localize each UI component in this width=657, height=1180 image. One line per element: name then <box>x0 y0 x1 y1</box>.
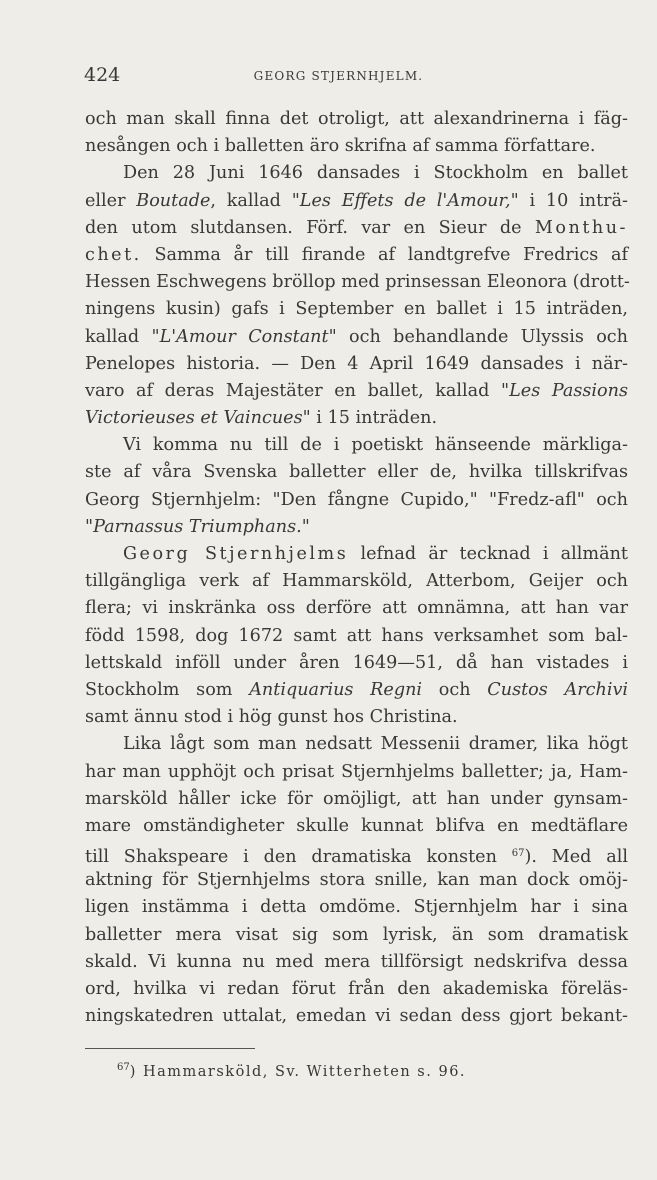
text-segment: balletter mera visat sig som lyrisk, än som dramatisk <box>85 924 628 945</box>
footnote-text: ) Hammarsköld, Sv. Witterheten s. 96. <box>129 1064 467 1080</box>
text-segment: marsköld håller icke för omöjligt, att han under gynsam- <box>85 788 628 809</box>
text-segment: Lika lågt som man nedsatt Messenii dramer, lika högt <box>123 734 628 755</box>
text-segment: ningskatedren uttalat, emedan vi sedan dess gjort bekant- <box>85 1006 628 1027</box>
text-line <box>85 242 628 269</box>
text-segment: , kallad " <box>210 190 300 211</box>
text-segment: " <box>85 516 94 537</box>
text-segment: lettskald inföll under åren 1649—51, då han vistades i <box>85 652 628 673</box>
text-segment: lefnad är tecknad i allmänt <box>348 544 628 564</box>
text-segment: Georg Stjernhjelms <box>123 544 349 564</box>
footnote-reference: 67 <box>511 848 525 860</box>
text-line <box>85 133 628 160</box>
text-line <box>85 215 628 242</box>
text-segment: eller <box>85 190 137 211</box>
text-segment: född 1598, dog 1672 samt att hans verksamhet som bal- <box>85 625 628 646</box>
text-segment: " och behandlande Ulyssis och <box>328 326 628 347</box>
text-line <box>85 324 628 351</box>
text-segment: flera; vi inskränka oss derföre att omnämna, att han var <box>85 598 628 619</box>
text-line <box>85 106 628 133</box>
text-line <box>85 432 628 459</box>
text-segment: aktning för Stjernhjelms stora snille, kan man dock omöj- <box>85 870 628 891</box>
italic-text: Parnassus Triumphans. <box>93 516 302 537</box>
text-line <box>85 487 628 514</box>
italic-text: Boutade <box>136 190 211 211</box>
text-line <box>85 459 628 486</box>
footnote <box>117 1062 466 1080</box>
text-line <box>85 541 628 568</box>
text-line <box>85 378 628 405</box>
text-segment: kallad " <box>85 326 160 347</box>
text-line <box>85 786 628 813</box>
text-segment: tillgängliga verk af Hammarsköld, Atterbom, Geijer och <box>85 571 628 592</box>
footnote-marker: 67 <box>117 1062 130 1073</box>
text-segment: " i 15 inträden. <box>302 408 438 429</box>
text-line <box>85 976 628 1003</box>
text-segment: mare omständigheter skulle kunnat blifva en medtäflare <box>85 815 628 836</box>
text-segment: ningens kusin) gafs i September en ballet i 15 inträden, <box>85 299 628 320</box>
text-segment: " <box>301 516 310 537</box>
text-line <box>85 840 628 867</box>
text-segment: har man upphöjt och prisat Stjernhjelms balletter; ja, Ham- <box>85 761 628 782</box>
text-line <box>85 405 628 432</box>
text-line <box>85 623 628 650</box>
text-segment: Georg Stjernhjelm: "Den fångne Cupido," "Fredz-afl" och <box>85 489 628 510</box>
text-segment: och man skall finna det otroligt, att alexandrinerna i fäg- <box>85 109 628 129</box>
text-segment: samt ännu stod i hög gunst hos Christina. <box>85 707 458 728</box>
text-segment: Hessen Eschwegens bröllop med prinsessan Eleonora (drott- <box>85 272 630 293</box>
text-segment: Penelopes historia. — Den 4 April 1649 dansades i när- <box>85 353 628 374</box>
italic-text: Les Passions <box>509 380 628 401</box>
text-line <box>85 759 628 786</box>
text-line <box>85 595 628 622</box>
text-segment: ligen instämma i detta omdöme. Stjernhjelm har i sina <box>85 897 628 918</box>
text-line <box>85 269 628 296</box>
text-line <box>85 568 628 595</box>
text-segment: Vi komma nu till de i poetiskt hänseende märkliga- <box>123 435 628 456</box>
text-segment: nesången och i balletten äro skrifna af samma författare. <box>85 136 596 157</box>
text-line <box>85 296 628 323</box>
running-head: GEORG STJERNHJELM. <box>253 69 424 83</box>
text-segment: och <box>422 679 488 700</box>
text-line <box>85 867 628 894</box>
text-segment: ord, hvilka vi redan förut från den akademiska föreläs- <box>85 979 628 999</box>
text-line <box>85 677 628 704</box>
text-line <box>85 188 628 215</box>
text-segment: till Shakspeare i den dramatiska konsten <box>85 847 512 868</box>
text-segment: ste af våra Svenska balletter eller de, hvilka tillskrifvas <box>85 462 628 483</box>
italic-text: Les Effets de l'Amour, <box>299 190 511 211</box>
text-line <box>85 949 628 976</box>
text-segment: Monthu- <box>534 217 628 238</box>
text-line <box>85 731 628 758</box>
text-segment: Den 28 Juni 1646 dansades i Stockholm en ballet <box>123 163 628 184</box>
text-segment: " i 10 inträ- <box>510 190 628 211</box>
text-line <box>85 514 628 541</box>
text-line <box>85 351 628 378</box>
text-segment: ). Med all <box>524 847 629 868</box>
body-text <box>85 106 628 1030</box>
text-line <box>85 160 628 187</box>
footnote-divider <box>85 1048 255 1049</box>
text-segment: Stockholm som <box>85 679 250 700</box>
text-line <box>85 1003 628 1030</box>
text-line <box>85 704 628 731</box>
text-segment: den utom slutdansen. Förf. var en Sieur de <box>85 217 535 238</box>
page-number: 424 <box>84 64 121 86</box>
italic-text: Custos Archivi <box>487 679 629 700</box>
text-line <box>85 650 628 677</box>
italic-text: Victorieuses et Vaincues <box>85 408 303 429</box>
text-line <box>85 922 628 949</box>
text-line <box>85 813 628 840</box>
text-segment: varo af deras Majestäter en ballet, kallad " <box>85 380 510 401</box>
text-segment: Samma år till firande af landtgrefve Fredrics af <box>141 244 628 265</box>
text-segment: chet. <box>85 244 142 265</box>
italic-text: L'Amour Constant <box>159 326 329 347</box>
text-line <box>85 894 628 921</box>
italic-text: Antiquarius Regni <box>249 679 423 700</box>
text-segment: skald. Vi kunna nu med mera tillförsigt nedskrifva dessa <box>85 951 628 972</box>
